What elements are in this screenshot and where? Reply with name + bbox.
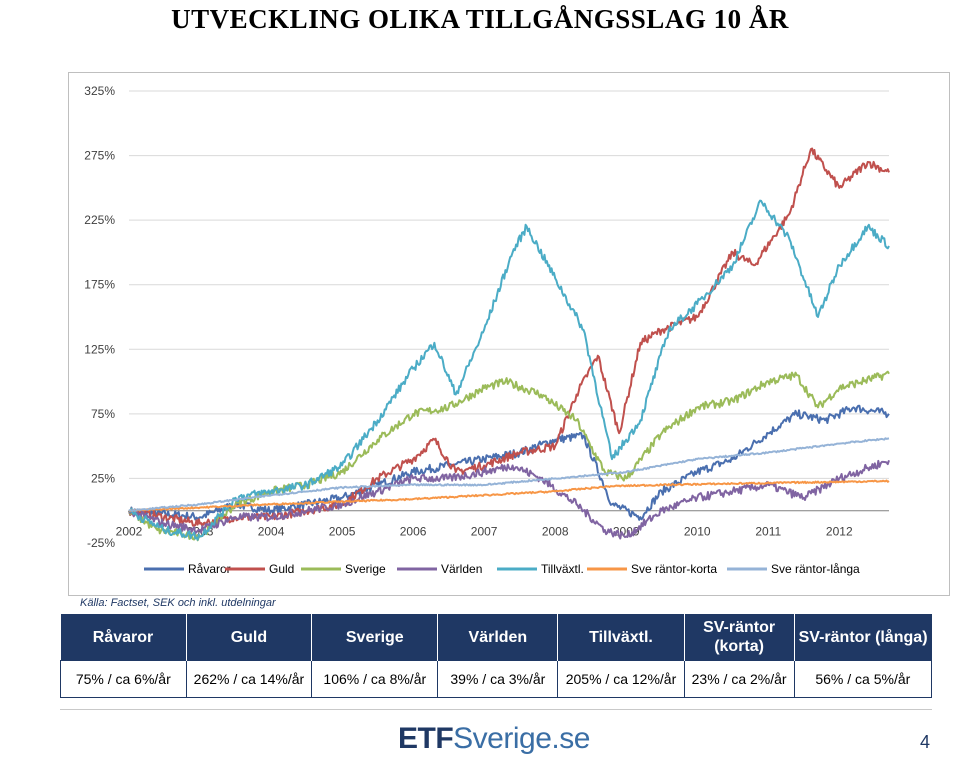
y-tick-label: 175%: [84, 277, 115, 292]
x-tick-label: 2012: [825, 524, 853, 539]
table-header: Sverige: [312, 614, 438, 661]
source-note: Källa: Factset, SEK och inkl. utdelningar: [80, 597, 276, 609]
table-header: SV-räntor (långa): [794, 614, 931, 661]
y-tick-label: 325%: [84, 84, 115, 98]
table-cell: 75% / ca 6%/år: [61, 661, 187, 698]
table-cell: 23% / ca 2%/år: [684, 661, 794, 698]
x-tick-label: 2007: [470, 524, 498, 539]
series-line: [129, 149, 889, 527]
table-header: Tillväxtl.: [558, 614, 684, 661]
table-cell: 39% / ca 3%/år: [438, 661, 558, 698]
page-number: 4: [919, 732, 930, 752]
x-tick-label: 2003: [186, 524, 214, 539]
x-tick-label: 2004: [257, 524, 285, 539]
logo-part-etf: ETF: [398, 722, 454, 755]
returns-table: [60, 614, 932, 698]
x-tick-label: 2005: [328, 524, 356, 539]
y-tick-label: -25%: [86, 536, 115, 550]
table-row: [61, 661, 932, 698]
table-cell: 56% / ca 5%/år: [794, 661, 931, 698]
x-tick-label: 2009: [612, 524, 640, 539]
series-line: [129, 406, 889, 520]
x-tick-label: 2011: [755, 524, 782, 539]
y-tick-label: 125%: [84, 342, 115, 357]
legend-label: Sve räntor-långa: [771, 562, 860, 576]
x-tick-label: 2006: [399, 524, 427, 539]
legend-label: Världen: [441, 562, 483, 576]
legend-label: Sve räntor-korta: [631, 562, 718, 576]
table-header: Guld: [186, 614, 312, 661]
series-line: [129, 438, 889, 511]
y-tick-label: 275%: [84, 148, 115, 163]
x-tick-label: 2002: [115, 524, 143, 539]
line-chart: [69, 73, 949, 595]
table-header-row: [61, 614, 932, 661]
etfsverige-logo: [398, 722, 590, 756]
legend-label: Tillväxtl.: [541, 562, 584, 576]
table-cell: 262% / ca 14%/år: [186, 661, 312, 698]
table-header: Världen: [438, 614, 558, 661]
table-header: Råvaror: [61, 614, 187, 661]
table-header: SV-räntor (korta): [684, 614, 794, 661]
legend-label: Sverige: [345, 562, 386, 576]
legend-label: Guld: [269, 562, 295, 576]
logo-part-sverige: Sverige.se: [453, 722, 590, 755]
table-cell: 205% / ca 12%/år: [558, 661, 684, 698]
x-tick-label: 2008: [541, 524, 569, 539]
y-tick-label: 225%: [84, 213, 115, 228]
y-tick-label: 25%: [90, 471, 115, 486]
footer-divider: [60, 709, 932, 710]
series-line: [129, 201, 889, 540]
y-tick-label: 75%: [90, 406, 115, 421]
legend-label: Råvaror: [188, 562, 231, 576]
chart-area: [68, 72, 950, 596]
x-tick-label: 2010: [683, 524, 711, 539]
page-title: UTVECKLING OLIKA TILLGÅNGSSLAG 10 ÅR: [171, 4, 789, 34]
table-cell: 106% / ca 8%/år: [312, 661, 438, 698]
